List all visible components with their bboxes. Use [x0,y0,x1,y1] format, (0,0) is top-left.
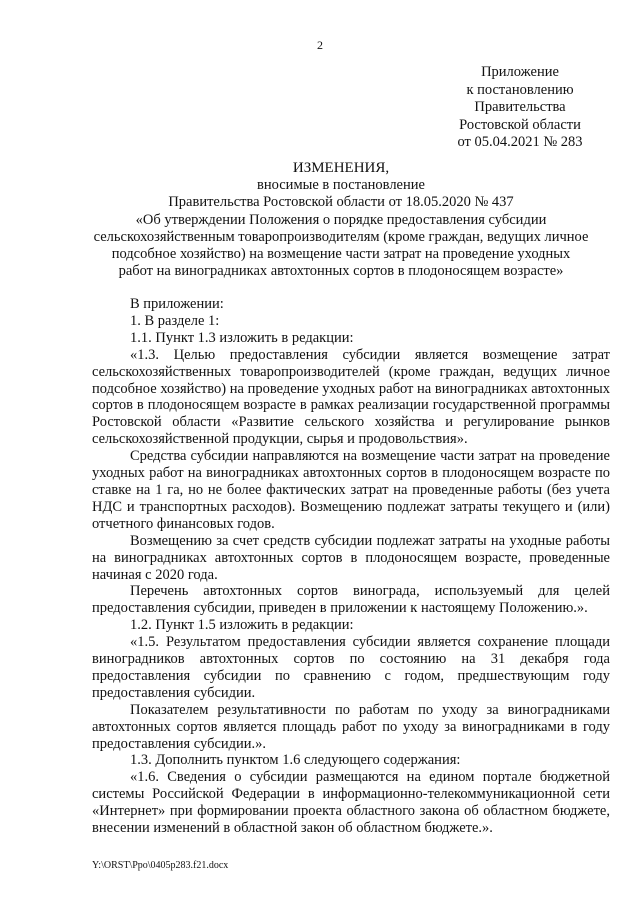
paragraph: 1.2. Пункт 1.5 изложить в редакции: [130,617,354,634]
title-line: «Об утверждении Положения о порядке предоставления субсидии [135,211,547,228]
title-heading: ИЗМЕНЕНИЯ, [292,160,390,176]
page-number: 2 [317,38,323,52]
title-line: сельскохозяйственным товаропроизводителям (кроме граждан, ведущих личное [93,228,589,245]
paragraph: Показателем результативности по работам по уходу за виноградниками автохтонных сортов является площадь работ по уходу за виноградниками в году предоставления субсидии.». [92,701,610,752]
paragraph: Возмещению за счет средств субсидии подлежат затраты на уходные работы на виноградниках автохтонных сортов в плодоносящем возрасте, проведенные начиная с 2020 года. [92,532,610,583]
paragraph: «1.5. Результатом предоставления субсидии является сохранение площади виноградников автохтонных сортов по состоянию на 31 декабря года предоставления субсидии по сравнению с годом, предшествующим году предоставления субсидии. [92,634,610,701]
paragraph: 1. В разделе 1: [130,312,220,329]
title-line: работ на виноградниках автохтонных сортов в плодоносящем возрасте» [118,263,564,280]
file-path-footer: Y:\ORST\Ppo\0405p283.f21.docx [92,860,229,871]
paragraph: В приложении: [130,296,224,312]
paragraph: Перечень автохтонных сортов винограда, используемый для целей предоставления субсидии, приведен в приложении к настоящему Положению.». [92,583,610,617]
document-body [92,296,610,837]
document-title [78,160,604,280]
paragraph: 1.1. Пункт 1.3 изложить в редакции: [130,329,354,346]
paragraph: Средства субсидии направляются на возмещение части затрат на проведение уходных работ на виноградниках автохтонных сортов в плодоносящем возрасте по ставке на 1 га, но не более фактических затрат на проведенные работы (без учета НДС и транспортных расходов). Возмещению подлежат затраты текущего и (или) отчетного финансовых годов. [92,448,610,532]
appendix-line: от 05.04.2021 № 283 [457,134,583,150]
appendix-line: к постановлению [466,81,574,98]
title-line: вносимые в постановление [257,177,425,194]
appendix-header [440,64,600,152]
title-line: подсобное хозяйство) на возмещение части затрат на проведение уходных [111,246,571,263]
paragraph: «1.3. Целью предоставления субсидии является возмещение затрат сельскохозяйственных товаропроизводителей (кроме граждан, ведущих личное подсобное хозяйство) на проведение уходных работ на виноградниках автохтонных сортов в плодоносящем возрасте в рамках реализации государственной программы Ростовской области «Развитие сельского хозяйства и регулирование рынков сельскохозяйственной продукции, сырья и продовольствия». [92,346,610,448]
paragraph: 1.3. Дополнить пунктом 1.6 следующего содержания: [130,752,461,769]
appendix-line: Ростовской области [459,116,581,133]
appendix-line: Правительства [474,99,566,115]
paragraph: «1.6. Сведения о субсидии размещаются на едином портале бюджетной системы Российской Федерации в информационно-телекоммуникационной сети «Интернет» при формировании проекта областного закона об областном бюджете, внесении изменений в областной закон об областном бюджете.». [92,769,610,837]
title-line: Правительства Ростовской области от 18.05.2020 № 437 [168,194,514,211]
appendix-line: Приложение [481,64,559,80]
